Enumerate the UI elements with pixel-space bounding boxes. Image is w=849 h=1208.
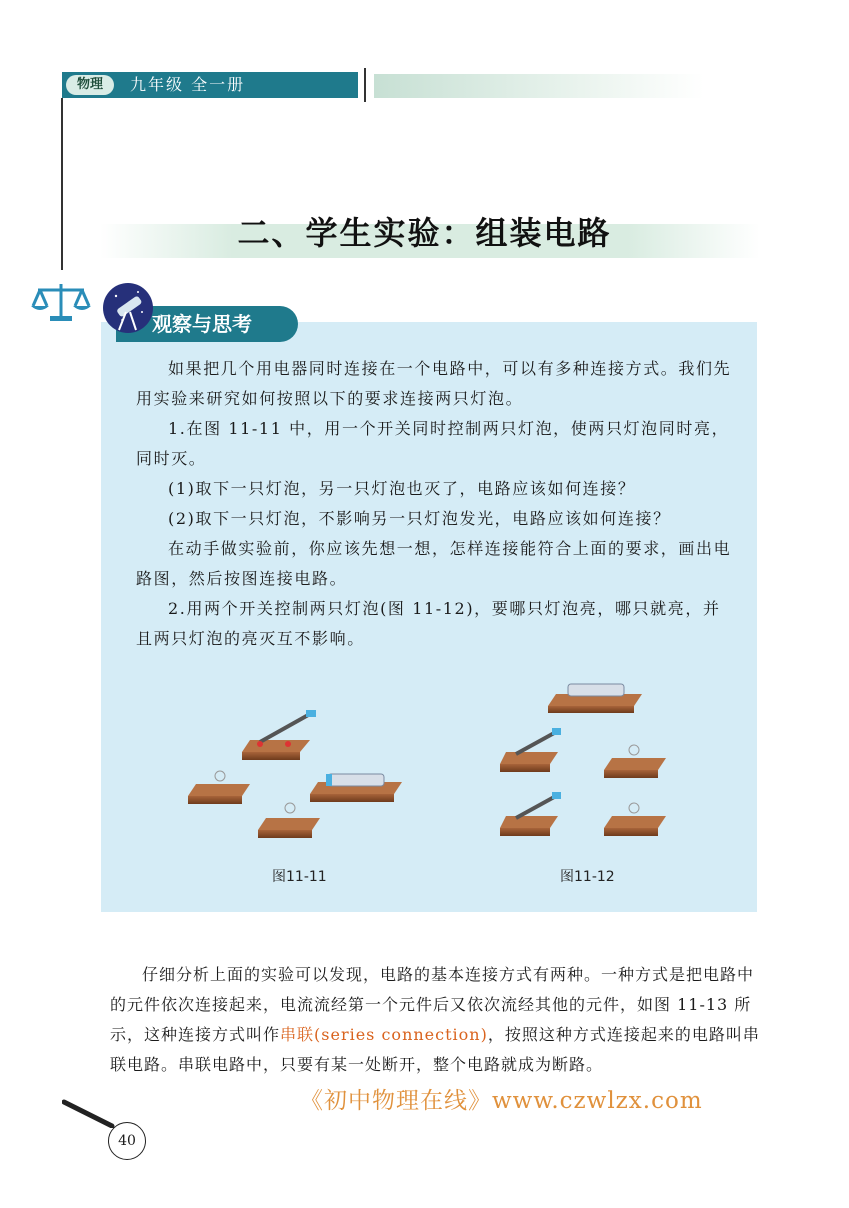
figure-11-12: [494, 676, 674, 844]
figure-11-11: [180, 700, 420, 850]
observe-tab-label: 观察与思考: [152, 312, 252, 336]
observe-paragraph: 2.用两个开关控制两只灯泡(图 11-12)，要哪只灯泡亮，哪只就亮，并且两只灯泡的亮灭互不影响。: [136, 599, 721, 648]
term-series-connection: 串联(series connection): [280, 1025, 488, 1044]
observe-paragraph: 1.在图 11-11 中，用一个开关同时控制两只灯泡，使两只灯泡同时亮，同时灭。: [136, 419, 730, 468]
body-text-before: 仔细分析上面的实验可以发现，电路的基本连接方式有两种。一种方式是把电路中的元件依次连接起来，电流流经第一个元件后又依次流经其他的元件，如图 11-13 所示，这种连接方式叫作: [110, 965, 755, 1044]
observe-paragraph: (2)取下一只灯泡，不影响另一只灯泡发光，电路应该如何连接？: [168, 509, 671, 528]
body-text-after: ，按照这种方式连接起来的电路叫串联电路。串联电路中，只要有某一处断开，整个电路就成为断路。: [110, 1025, 760, 1074]
page-number: 40: [108, 1122, 146, 1160]
header-divider: [364, 68, 366, 102]
observe-paragraph: 在动手做实验前，你应该先想一想，怎样连接能符合上面的要求，画出电路图，然后按图连接电路。: [136, 539, 732, 588]
section-title: 二、学生实验：组装电路: [237, 214, 612, 252]
observe-paragraph: (1)取下一只灯泡，另一只灯泡也灭了，电路应该如何连接？: [168, 479, 636, 498]
observe-paragraph: 如果把几个用电器同时连接在一个电路中，可以有多种连接方式。我们先用实验来研究如何按照以下的要求连接两只灯泡。: [136, 359, 732, 408]
body-paragraph: [110, 960, 760, 1080]
watermark: 《初中物理在线》www.czwlzx.com: [300, 1088, 703, 1114]
magnifier-handle-icon: [62, 1098, 118, 1128]
header-gradient: [374, 74, 704, 98]
telescope-icon: [102, 282, 154, 334]
figure-11-11-caption: 图11-11: [272, 869, 327, 885]
book-subtitle: 九年级 全一册: [130, 75, 246, 94]
balance-scale-icon: [30, 280, 92, 322]
figure-11-12-caption: 图11-12: [560, 869, 615, 885]
subject-logo: 物理: [66, 75, 114, 95]
